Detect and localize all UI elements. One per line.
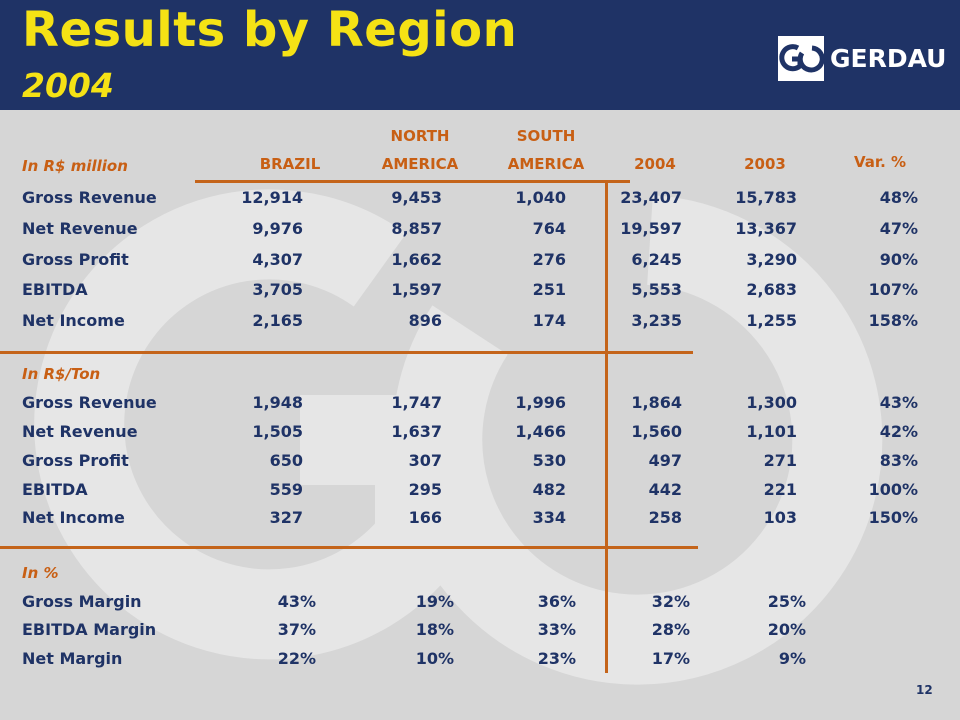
million-row-4-y2004: 5,553: [631, 280, 682, 299]
million-row-2-y2003: 13,367: [735, 219, 797, 238]
section-label-percent: In %: [22, 564, 59, 582]
million-row-3-south-america: 276: [532, 250, 566, 269]
col-header-south-bottom: AMERICA: [507, 155, 585, 173]
million-row-3-y2004: 6,245: [631, 250, 682, 269]
logo-text: GERDAU: [830, 44, 947, 73]
section-divider-1: [0, 351, 693, 354]
million-row-2-y2004: 19,597: [620, 219, 682, 238]
million-row-2-brazil: 9,976: [252, 219, 303, 238]
ton-row-3-south-america: 530: [532, 451, 566, 470]
million-row-4-label: EBITDA: [22, 280, 88, 299]
percent-row-3-label: Net Margin: [22, 649, 123, 668]
million-row-4-var: 107%: [868, 280, 918, 299]
ton-row-4-y2003: 221: [763, 480, 797, 499]
col-header-south-top: SOUTH: [516, 127, 576, 145]
percent-row-1-y2004: 32%: [651, 592, 690, 611]
col-header-2003: 2003: [744, 155, 786, 173]
percent-row-3-brazil: 22%: [277, 649, 316, 668]
million-row-5-brazil: 2,165: [252, 311, 303, 330]
ton-row-2-north-america: 1,637: [391, 422, 442, 441]
ton-row-4-var: 100%: [868, 480, 918, 499]
ton-row-4-north-america: 295: [408, 480, 442, 499]
ton-row-1-y2003: 1,300: [746, 393, 797, 412]
ton-row-1-var: 43%: [879, 393, 918, 412]
col-header-2004: 2004: [634, 155, 676, 173]
million-row-1-y2003: 15,783: [735, 188, 797, 207]
million-row-4-brazil: 3,705: [252, 280, 303, 299]
ton-row-1-south-america: 1,996: [515, 393, 566, 412]
percent-row-1-label: Gross Margin: [22, 592, 142, 611]
million-row-1-south-america: 1,040: [515, 188, 566, 207]
million-row-1-label: Gross Revenue: [22, 188, 157, 207]
ton-row-4-label: EBITDA: [22, 480, 88, 499]
col-header-brazil: BRAZIL: [259, 155, 321, 173]
percent-row-1-south-america: 36%: [537, 592, 576, 611]
percent-row-2-y2004: 28%: [651, 620, 690, 639]
slide-subtitle: 2004: [22, 66, 114, 105]
percent-row-2-brazil: 37%: [277, 620, 316, 639]
ton-row-1-brazil: 1,948: [252, 393, 303, 412]
million-row-4-north-america: 1,597: [391, 280, 442, 299]
million-row-5-var: 158%: [868, 311, 918, 330]
col-header-north-bottom: AMERICA: [381, 155, 459, 173]
ton-row-2-label: Net Revenue: [22, 422, 138, 441]
million-row-2-north-america: 8,857: [391, 219, 442, 238]
section-label-ton: In R$/Ton: [22, 365, 101, 383]
percent-row-1-brazil: 43%: [277, 592, 316, 611]
percent-row-2-y2003: 20%: [767, 620, 806, 639]
page-number: 12: [916, 683, 933, 697]
col-header-var: Var. %: [853, 153, 907, 171]
ton-row-5-y2003: 103: [763, 508, 797, 527]
million-row-2-south-america: 764: [532, 219, 566, 238]
ton-row-4-south-america: 482: [532, 480, 566, 499]
million-row-3-brazil: 4,307: [252, 250, 303, 269]
section-divider-2: [0, 546, 698, 549]
col-header-north-top: NORTH: [390, 127, 450, 145]
slide-title: Results by Region: [22, 2, 518, 58]
ton-row-5-y2004: 258: [648, 508, 682, 527]
million-row-5-label: Net Income: [22, 311, 125, 330]
percent-row-3-y2003: 9%: [778, 649, 806, 668]
ton-row-3-y2004: 497: [648, 451, 682, 470]
ton-row-1-label: Gross Revenue: [22, 393, 157, 412]
million-row-3-var: 90%: [879, 250, 918, 269]
logo-mark-icon: [778, 36, 824, 81]
percent-row-1-y2003: 25%: [767, 592, 806, 611]
ton-row-3-north-america: 307: [408, 451, 442, 470]
ton-row-3-var: 83%: [879, 451, 918, 470]
header-divider: [195, 180, 630, 183]
ton-row-2-var: 42%: [879, 422, 918, 441]
percent-row-3-y2004: 17%: [651, 649, 690, 668]
percent-row-3-north-america: 10%: [415, 649, 454, 668]
ton-row-1-y2004: 1,864: [631, 393, 682, 412]
million-row-1-var: 48%: [879, 188, 918, 207]
million-row-2-var: 47%: [879, 219, 918, 238]
ton-row-4-y2004: 442: [648, 480, 682, 499]
slide-header: [0, 0, 960, 110]
million-row-3-north-america: 1,662: [391, 250, 442, 269]
million-row-4-y2003: 2,683: [746, 280, 797, 299]
percent-row-2-north-america: 18%: [415, 620, 454, 639]
ton-row-2-y2004: 1,560: [631, 422, 682, 441]
ton-row-3-brazil: 650: [269, 451, 303, 470]
ton-row-2-y2003: 1,101: [746, 422, 797, 441]
ton-row-2-south-america: 1,466: [515, 422, 566, 441]
million-row-4-south-america: 251: [532, 280, 566, 299]
million-row-1-y2004: 23,407: [620, 188, 682, 207]
million-row-3-y2003: 3,290: [746, 250, 797, 269]
ton-row-1-north-america: 1,747: [391, 393, 442, 412]
million-row-1-north-america: 9,453: [391, 188, 442, 207]
ton-row-5-south-america: 334: [532, 508, 566, 527]
million-row-1-brazil: 12,914: [241, 188, 303, 207]
ton-row-5-label: Net Income: [22, 508, 125, 527]
ton-row-3-y2003: 271: [763, 451, 797, 470]
million-row-5-y2004: 3,235: [631, 311, 682, 330]
ton-row-2-brazil: 1,505: [252, 422, 303, 441]
ton-row-4-brazil: 559: [269, 480, 303, 499]
percent-row-2-south-america: 33%: [537, 620, 576, 639]
million-row-5-y2003: 1,255: [746, 311, 797, 330]
million-row-2-label: Net Revenue: [22, 219, 138, 238]
million-row-3-label: Gross Profit: [22, 250, 129, 269]
percent-row-1-north-america: 19%: [415, 592, 454, 611]
percent-row-2-label: EBITDA Margin: [22, 620, 157, 639]
section-label-million: In R$ million: [22, 157, 128, 175]
ton-row-3-label: Gross Profit: [22, 451, 129, 470]
ton-row-5-brazil: 327: [269, 508, 303, 527]
million-row-5-north-america: 896: [408, 311, 442, 330]
ton-row-5-north-america: 166: [408, 508, 442, 527]
percent-row-3-south-america: 23%: [537, 649, 576, 668]
gerdau-logo: [778, 36, 947, 81]
ton-row-5-var: 150%: [868, 508, 918, 527]
million-row-5-south-america: 174: [532, 311, 566, 330]
